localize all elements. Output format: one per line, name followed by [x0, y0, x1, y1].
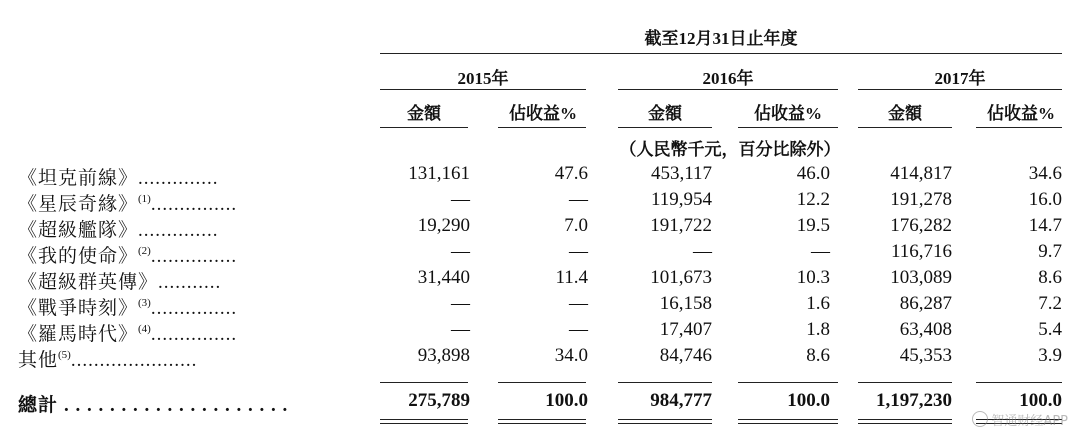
row-label: 《超級艦隊》..............: [18, 220, 219, 241]
pct-header-2016: 佔收益%: [754, 104, 822, 123]
subtotal-rule-pct-2016: [738, 382, 838, 383]
cell-pct-2017: 34.6: [1028, 163, 1062, 184]
cell-pct-2016: 1.8: [806, 319, 830, 340]
total-pct-2016: 100.0: [787, 390, 830, 411]
total-double-rule-pct-2016: [738, 419, 838, 424]
cell-amount-2017: 191,278: [890, 189, 952, 210]
cell-pct-2017: 9.7: [1038, 241, 1062, 262]
cell-amount-2015: 93,898: [417, 345, 470, 366]
cell-pct-2016: 12.2: [796, 189, 830, 210]
cell-pct-2016: 8.6: [806, 345, 830, 366]
total-double-rule-amount-2016: [618, 419, 712, 424]
cell-pct-2016: 10.3: [796, 267, 830, 288]
cell-amount-2015: —: [451, 319, 470, 340]
total-pct-2017: 100.0: [1019, 390, 1062, 411]
amount-header-2015: 金額: [407, 104, 441, 123]
cell-amount-2015: —: [451, 189, 470, 210]
cell-pct-2015: —: [569, 189, 588, 210]
cell-pct-2016: 1.6: [806, 293, 830, 314]
cell-pct-2015: —: [569, 319, 588, 340]
pct-2016-rule: [738, 127, 838, 128]
footnote-marker: (2): [138, 245, 151, 257]
leader-dots: ...............: [150, 194, 238, 215]
footnote-marker: (1): [138, 193, 151, 205]
table-row: [0, 163, 1080, 189]
cell-amount-2016: 84,746: [659, 345, 712, 366]
row-label: 《羅馬時代》$^{(4)}$...............: [18, 323, 238, 345]
table-row: [0, 319, 1080, 345]
cell-pct-2017: 5.4: [1038, 319, 1062, 340]
cell-amount-2017: 116,716: [890, 241, 952, 262]
cell-amount-2016: 101,673: [650, 267, 712, 288]
subtotal-rule-amount-2017: [858, 382, 952, 383]
pct-header-2017: 佔收益%: [987, 104, 1055, 123]
row-label: 《超級群英傳》...........: [18, 272, 222, 293]
table-row: [0, 293, 1080, 319]
cell-amount-2017: 45,353: [899, 345, 952, 366]
cell-amount-2017: 414,817: [890, 163, 952, 184]
cell-pct-2017: 7.2: [1038, 293, 1062, 314]
cell-amount-2016: 453,117: [650, 163, 712, 184]
row-label: 《坦克前線》..............: [18, 168, 219, 189]
table-row: [0, 345, 1080, 371]
total-pct-2015: 100.0: [545, 390, 588, 411]
cell-amount-2017: 176,282: [890, 215, 952, 236]
row-label: 《星辰奇緣》$^{(1)}$...............: [18, 193, 238, 215]
cell-pct-2015: —: [569, 241, 588, 262]
year-2015-rule: [380, 89, 586, 90]
footnote-marker: (3): [138, 297, 151, 309]
pct-2017-rule: [976, 127, 1062, 128]
cell-pct-2016: 19.5: [796, 215, 830, 236]
year-2016-heading: 2016年: [702, 69, 754, 88]
cell-amount-2017: 86,287: [899, 293, 952, 314]
cell-amount-2016: 119,954: [650, 189, 712, 210]
period-rule: [380, 53, 1062, 54]
cell-amount-2015: 31,440: [417, 267, 470, 288]
amount-2016-rule: [618, 127, 712, 128]
cell-amount-2015: 19,290: [417, 215, 470, 236]
watermark: 智通财经APP: [972, 410, 1068, 429]
subtotal-rule-pct-2015: [498, 382, 586, 383]
leader-dots: ...............: [150, 246, 238, 267]
row-label: 《戰爭時刻》$^{(3)}$...............: [18, 297, 238, 319]
cell-pct-2017: 14.7: [1028, 215, 1062, 236]
footnote-marker: (4): [138, 323, 151, 335]
cell-pct-2015: 11.4: [555, 267, 588, 288]
total-row: [0, 390, 1080, 416]
table-row: [0, 241, 1080, 267]
leader-dots: ...............: [150, 324, 238, 345]
pct-header-2015: 佔收益%: [509, 104, 577, 123]
leader-dots: ..............: [138, 168, 219, 189]
cell-pct-2017: 8.6: [1038, 267, 1062, 288]
year-2017-rule: [858, 89, 1062, 90]
cell-amount-2016: 17,407: [659, 319, 712, 340]
cell-pct-2017: 3.9: [1038, 345, 1062, 366]
cell-pct-2015: 34.0: [554, 345, 588, 366]
cell-pct-2016: —: [811, 241, 830, 262]
pct-2015-rule: [498, 127, 586, 128]
amount-header-2017: 金額: [888, 104, 922, 123]
amount-2017-rule: [858, 127, 952, 128]
total-double-rule-amount-2015: [380, 419, 468, 424]
table-row: [0, 267, 1080, 293]
watermark-logo-icon: [972, 411, 988, 427]
table-row: [0, 215, 1080, 241]
year-2015-heading: 2015年: [457, 69, 509, 88]
cell-amount-2017: 103,089: [890, 267, 952, 288]
year-2016-rule: [618, 89, 838, 90]
total-double-rule-pct-2015: [498, 419, 586, 424]
total-label: 總計 . . . . . . . . . . . . . . . . . . . .: [18, 395, 289, 416]
leader-dots: ..............: [138, 220, 219, 241]
row-label: 《我的使命》$^{(2)}$...............: [18, 245, 238, 267]
amount-header-2016: 金額: [648, 104, 682, 123]
table-row: [0, 189, 1080, 215]
cell-amount-2016: 16,158: [659, 293, 712, 314]
leader-dots: ......................: [70, 350, 198, 371]
amount-2015-rule: [380, 127, 468, 128]
total-amount-2015: 275,789: [408, 390, 470, 411]
cell-amount-2016: —: [693, 241, 712, 262]
subtotal-rule-amount-2015: [380, 382, 468, 383]
period-heading: 截至12月31日止年度: [644, 29, 798, 48]
leader-dots: ...........: [158, 272, 222, 293]
total-amount-2016: 984,777: [650, 390, 712, 411]
subtotal-rule-pct-2017: [976, 382, 1062, 383]
cell-pct-2017: 16.0: [1028, 189, 1062, 210]
cell-pct-2015: —: [569, 293, 588, 314]
cell-amount-2015: —: [451, 293, 470, 314]
row-label: 其他$^{(5)}$......................: [18, 349, 198, 371]
cell-amount-2015: —: [451, 241, 470, 262]
footnote-marker: (5): [58, 349, 71, 361]
unit-note: （人民幣千元，百分比除外）: [619, 140, 841, 159]
cell-pct-2016: 46.0: [796, 163, 830, 184]
cell-amount-2015: 131,161: [408, 163, 470, 184]
leader-dots: ...............: [150, 298, 238, 319]
cell-amount-2016: 191,722: [650, 215, 712, 236]
year-2017-heading: 2017年: [934, 69, 986, 88]
cell-pct-2015: 47.6: [554, 163, 588, 184]
cell-pct-2015: 7.0: [564, 215, 588, 236]
total-double-rule-amount-2017: [858, 419, 952, 424]
subtotal-rule-amount-2016: [618, 382, 712, 383]
total-amount-2017: 1,197,230: [876, 390, 952, 411]
cell-amount-2017: 63,408: [899, 319, 952, 340]
